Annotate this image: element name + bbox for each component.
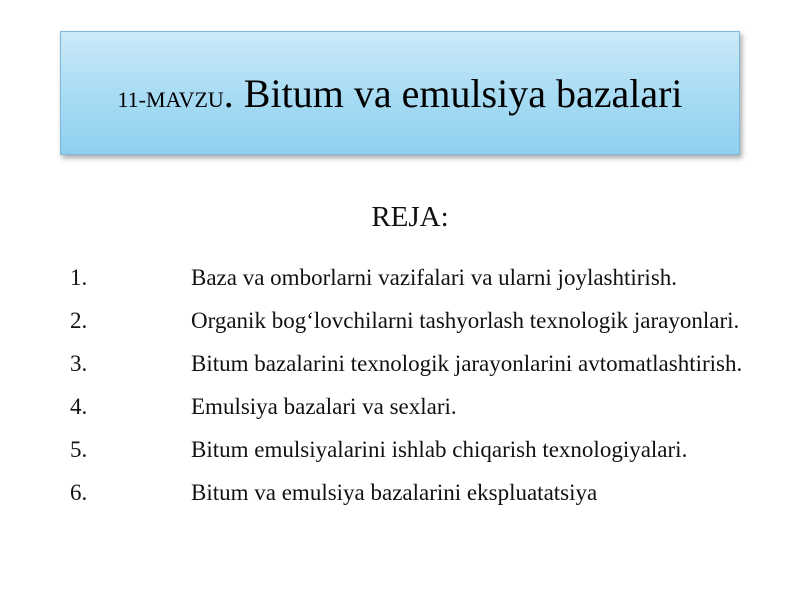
plan-item-number: 4. [70,394,88,419]
title-prefix: 11-MAVZU [117,86,224,112]
plan-list [70,265,748,523]
plan-item [70,480,748,505]
plan-item [70,265,748,290]
plan-item [70,351,748,376]
plan-item-text: Bitum bazalarini texnologik jarayonlarini avtomatlashtirish. [191,351,743,376]
title-box [60,31,740,155]
plan-item-text: Organik bog‘lovchilarni tashyorlash texnologik jarayonlari. [191,308,740,333]
title-main: . Bitum va emulsiya bazalari [223,70,683,116]
plan-item-text: Emulsiya bazalari va sexlari. [191,394,457,419]
plan-item-number: 2. [70,308,88,333]
plan-item-number: 1. [70,265,88,290]
plan-item-number: 6. [70,480,88,505]
plan-item-number: 3. [70,351,88,376]
plan-item-text: Bitum va emulsiya bazalarini ekspluatatsiya [191,480,598,505]
plan-item-text: Bitum emulsiyalarini ishlab chiqarish texnologiyalari. [191,437,688,462]
slide-title [117,70,682,117]
plan-item [70,437,748,462]
plan-heading: REJA: [371,201,449,233]
plan-item [70,394,748,419]
plan-item-number: 5. [70,437,88,462]
plan-item [70,308,748,333]
plan-item-text: Baza va omborlarni vazifalari va ularni joylashtirish. [191,265,678,290]
